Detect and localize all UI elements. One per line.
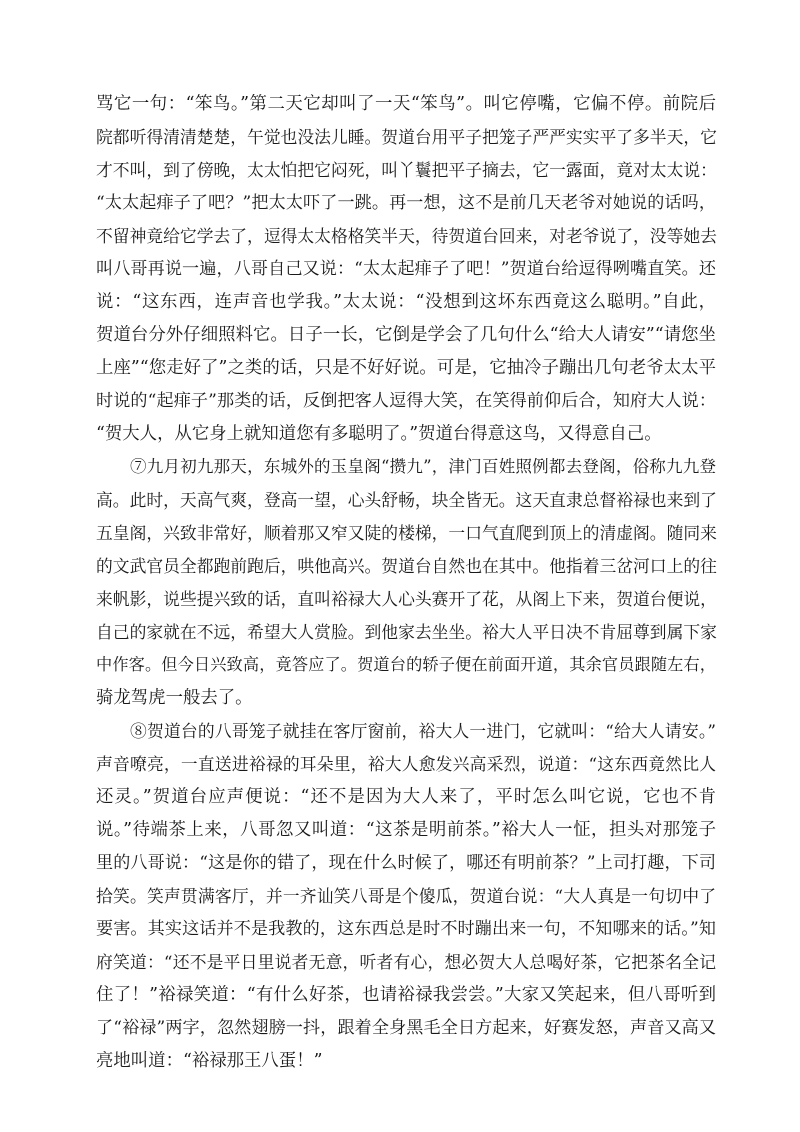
text-line: 来帆影，说些提兴致的话，直叫裕禄大人心头赛开了花，从阁上下来，贺道台便说， <box>96 589 717 609</box>
text-line: 五皇阁，兴致非常好，顺着那又窄又陡的楼梯，一口气直爬到顶上的清虚阁。随同来 <box>96 523 717 543</box>
paragraph-7-first-line: ⑦九月初九那天，东城外的玉皇阁“攒九”，津门百姓照例都去登阁，俗称九九登 <box>130 457 716 476</box>
text-line: 高。此时，天高气爽，登高一望，心头舒畅，块全皆无。这天直隶总督裕禄也来到了 <box>96 490 717 510</box>
text-line: 了“裕禄”两字，忽然翅膀一抖，跟着全身黑毛全日方起来，好赛发怒，声音又高又 <box>96 1018 716 1038</box>
text-line: 才不叫，到了傍晚，太太怕把它闷死，叫丫鬟把平子摘去，它一露面，竟对太太说： <box>96 160 717 180</box>
text-line: 骑龙驾虎一般去了。 <box>96 688 253 708</box>
text-line: 要害。其实这话并不是我教的，这东西总是时不时蹦出来一句，不知哪来的话。”知 <box>96 919 716 939</box>
text-line: 里的八哥说：“这是你的错了，现在什么时候了，哪还有明前茶？”上司打趣，下司 <box>96 853 716 873</box>
text-line: 不留神竟给它学去了，逗得太太格格笑半天，待贺道台回来，对老爷说了，没等她去 <box>96 226 717 246</box>
text-line: 自己的家就在不远，希望大人赏脸。到他家去坐坐。裕大人平日决不肯屈尊到属下家 <box>96 622 717 642</box>
text-line: “太太起痱子了吧？”把太太吓了一跳。再一想，这不是前几天老爷对她说的话吗， <box>96 193 716 213</box>
text-line: 说。”待端茶上来，八哥忽又叫道：“这茶是明前茶。”裕大人一怔，担头对那笼子 <box>96 820 716 840</box>
text-line: 的文武官员全都跑前跑后，哄他高兴。贺道台自然也在其中。他指着三岔河口上的往 <box>96 556 717 576</box>
text-line: “贺大人，从它身上就知道您有多聪明了。”贺道台得意这鸟，又得意自己。 <box>96 424 662 444</box>
text-line: 声音嘹亮，一直送进裕禄的耳朵里，裕大人愈发兴高采烈，说道：“这东西竟然比人 <box>96 754 716 774</box>
text-line: 拾笑。笑声贯满客厅，并一齐讪笑八哥是个傻瓜，贺道台说：“大人真是一句切中了 <box>96 886 716 906</box>
text-line: 时说的“起痱子”那类的话，反倒把客人逗得大笑，在笑得前仰后合，知府大人说： <box>96 391 716 411</box>
text-line: 上座”“您走好了”之类的话，只是不好好说。可是，它抽冷子蹦出几句老爷太太平 <box>96 358 716 378</box>
text-line: 亮地叫道：“裕禄那王八蛋！” <box>96 1051 323 1071</box>
text-line: 叫八哥再说一遍，八哥自己又说：“太太起痱子了吧！”贺道台给逗得咧嘴直笑。还 <box>96 259 716 279</box>
text-line: 骂它一句：“笨鸟。”第二天它却叫了一天“笨鸟”。叫它停嘴，它偏不停。前院后 <box>96 94 716 114</box>
text-line: 说：“这东西，连声音也学我。”太太说：“没想到这坏东西竟这么聪明。”自此， <box>96 292 716 312</box>
text-line: 住了！”裕禄笑道：“有什么好茶，也请裕禄我尝尝。”大家又笑起来，但八哥听到 <box>96 985 716 1005</box>
text-line: 府笑道：“还不是平日里说者无意，听者有心，想必贺大人总喝好茶，它把茶名全记 <box>96 952 716 972</box>
text-line: 还灵。”贺道台应声便说：“还不是因为大人来了，平时怎么叫它说，它也不肯 <box>96 787 716 807</box>
text-line: 院都听得清清楚楚，午觉也没法儿睡。贺道台用平子把笼子严严实实平了多半天，它 <box>96 127 717 147</box>
text-line: 贺道台分外仔细照料它。日子一长，它倒是学会了几句什么“给大人请安”“请您坐 <box>96 325 716 345</box>
text-line: 中作客。但今日兴致高，竟答应了。贺道台的轿子便在前面开道，其余官员跟随左右， <box>96 655 716 674</box>
paragraph-8-first-line: ⑧贺道台的八哥笼子就挂在客厅窗前，裕大人一进门，它就叫：“给大人请安。” <box>130 721 716 741</box>
